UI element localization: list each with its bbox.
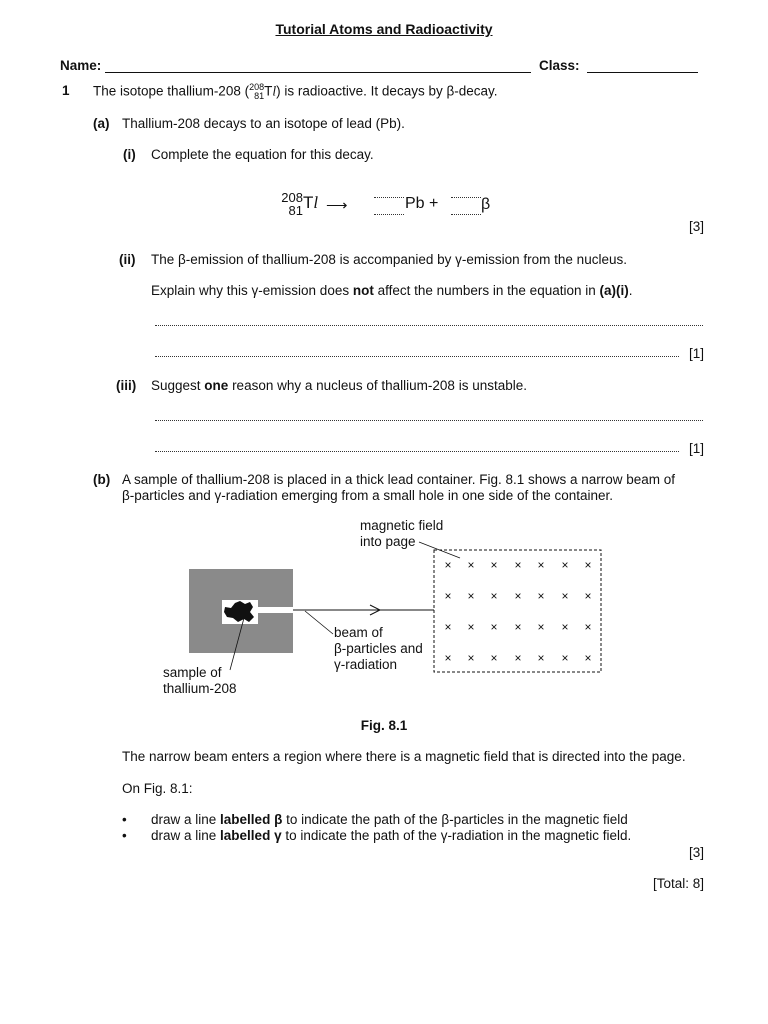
marks-aii: [1] (688, 346, 704, 361)
answer-line-aiii-1[interactable] (155, 420, 703, 421)
part-a-text: Thallium-208 decays to an isotope of lead (Pb). (122, 116, 405, 131)
part-aii-explain: Explain why this γ-emission does not affect the numbers in the equation in (a)(i). (151, 283, 633, 298)
field-cross: × (467, 651, 475, 665)
equation-blank-atomic-beta[interactable] (451, 214, 481, 215)
field-cross: × (467, 620, 475, 634)
field-cross: × (490, 651, 498, 665)
field-cross: × (490, 589, 498, 603)
field-cross: × (584, 589, 592, 603)
field-cross: × (584, 651, 592, 665)
class-label: Class: (539, 58, 580, 73)
field-cross: × (514, 589, 522, 603)
question-number: 1 (62, 83, 70, 98)
answer-line-aii-1[interactable] (155, 325, 703, 326)
equation-arrow: ⟶ (326, 197, 348, 214)
part-aii-label: (ii) (119, 252, 136, 267)
beam-leader (305, 611, 333, 634)
field-cross: × (561, 558, 569, 572)
field-label-line-1: magnetic field (360, 518, 444, 533)
equation-beta: β (481, 196, 491, 213)
field-cross: × (444, 589, 452, 603)
marks-b: [3] (688, 845, 704, 860)
bullet-2-text: draw a line labelled γ to indicate the path of the γ-radiation in the magnetic field. (151, 828, 632, 843)
name-line[interactable] (105, 72, 531, 73)
answer-line-aii-2[interactable] (155, 356, 679, 357)
field-cross: × (490, 620, 498, 634)
field-cross: × (444, 651, 452, 665)
field-cross: × (490, 558, 498, 572)
field-cross: × (537, 589, 545, 603)
sample-label-line-1: sample of (163, 665, 222, 680)
field-cross: × (561, 651, 569, 665)
on-fig-instruction: On Fig. 8.1: (122, 781, 193, 796)
page-title: Tutorial Atoms and Radioactivity (275, 21, 493, 37)
bullet-1-text: draw a line labelled β to indicate the path of the β-particles in the magnetic field (151, 812, 628, 827)
field-cross: × (444, 558, 452, 572)
bullet-1-marker: • (122, 812, 127, 827)
field-cross: × (444, 620, 452, 634)
equation-blank-mass-beta[interactable] (451, 197, 481, 198)
equation-symbol: Tl (303, 193, 319, 212)
field-cross: × (537, 558, 545, 572)
beam-label-line-2: β-particles and (334, 641, 423, 656)
part-aii-text: The β-emission of thallium-208 is accompanied by γ-emission from the nucleus. (151, 252, 627, 267)
part-b-line-2: β-particles and γ-radiation emerging from a small hole in one side of the container. (122, 488, 614, 503)
part-ai-text: Complete the equation for this decay. (151, 147, 374, 162)
class-line[interactable] (587, 72, 698, 73)
part-b-label: (b) (93, 472, 111, 487)
field-cross: × (561, 589, 569, 603)
equation-blank-atomic-pb[interactable] (374, 214, 404, 215)
total-marks: [Total: 8] (652, 876, 704, 891)
field-cross: × (467, 589, 475, 603)
answer-line-aiii-2[interactable] (155, 451, 679, 452)
field-cross: × (514, 558, 522, 572)
part-aiii-label: (iii) (116, 378, 137, 393)
equation-pb: Pb + (405, 195, 439, 212)
field-label-line-2: into page (360, 534, 416, 549)
question-intro: The isotope thallium-208 (208 81Tl) is radioactive. It decays by β-decay. (93, 82, 498, 101)
marks-ai: [3] (688, 219, 704, 234)
field-crosses (444, 558, 591, 665)
field-cross: × (561, 620, 569, 634)
marks-aiii: [1] (688, 441, 704, 456)
sample-label-line-2: thallium-208 (163, 681, 237, 696)
part-a-label: (a) (93, 116, 110, 131)
field-description: The narrow beam enters a region where there is a magnetic field that is directed into the page. (122, 749, 686, 764)
field-cross: × (467, 558, 475, 572)
bullet-2-marker: • (122, 828, 127, 843)
name-label: Name: (60, 58, 102, 73)
beam-label-line-1: beam of (334, 625, 383, 640)
figure-caption: Fig. 8.1 (360, 718, 408, 733)
field-cross: × (584, 620, 592, 634)
equation-nuclide-numbers: 208 81 (281, 190, 303, 218)
part-ai-label: (i) (123, 147, 136, 162)
field-cross: × (584, 558, 592, 572)
field-cross: × (537, 620, 545, 634)
field-cross: × (514, 651, 522, 665)
container-hole (258, 607, 293, 613)
field-cross: × (537, 651, 545, 665)
beam-label-line-3: γ-radiation (334, 657, 398, 672)
part-b-line-1: A sample of thallium-208 is placed in a thick lead container. Fig. 8.1 shows a narrow beam of (122, 472, 676, 487)
field-cross: × (514, 620, 522, 634)
part-aiii-text: Suggest one reason why a nucleus of thallium-208 is unstable. (151, 378, 527, 393)
equation-blank-mass-pb[interactable] (374, 197, 404, 198)
